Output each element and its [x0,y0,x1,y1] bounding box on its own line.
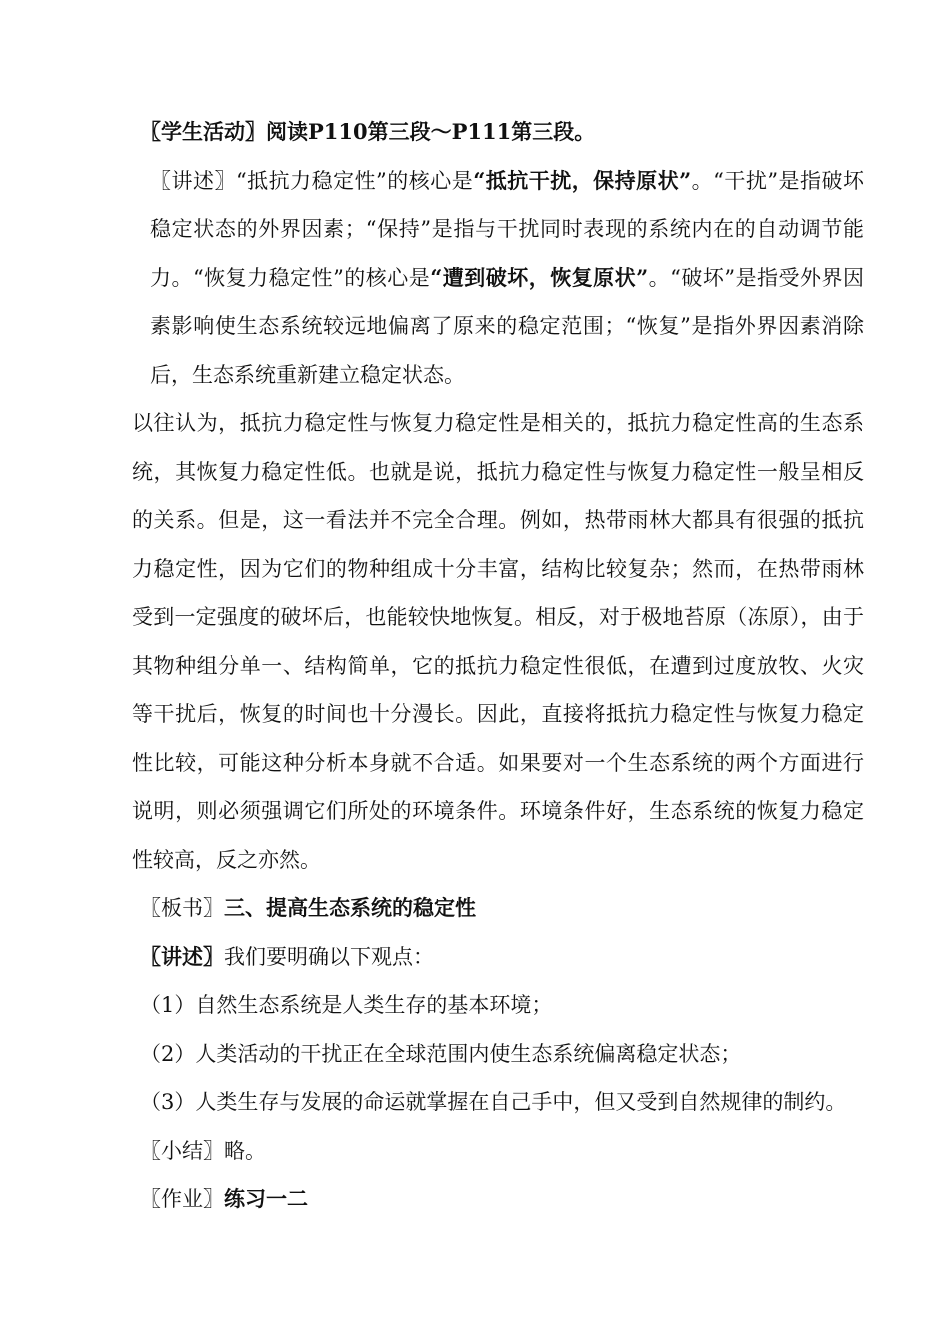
explain-text-2: 。“干扰”是指破坏稳定状态的外界因素；“保持”是指与干扰同时表现的系统内在的自动调节能力。“恢复力稳定性”的核心是 [150,168,864,290]
explain2-tag: 〖讲述〗 [140,943,224,969]
explain-line-2 [88,933,864,982]
point-item: （1）自然生态系统是人类生存的基本环境； [140,993,553,1017]
explain2-text: 我们要明确以下观点： [224,944,434,969]
explain-bold-1: “抵抗干扰，保持原状” [473,167,692,193]
board-heading: 三、提高生态系统的稳定性 [224,895,476,920]
explain-text-1: “抵抗力稳定性”的核心是 [235,168,474,193]
document-page [88,108,864,1224]
summary-tag: 〖小结〗 [140,1138,224,1163]
explain-text-3: 。“破坏”是指受外界因素影响使生态系统较远地偏离了原来的稳定范围；“恢复”是指外界因素消除后，生态系统重新建立稳定状态。 [150,265,864,387]
point-item: （2）人类活动的干扰正在全球范围内使生态系统偏离稳定状态； [140,1041,742,1066]
homework-tag: 〖作业〗 [140,1187,224,1211]
explain-tag: 〖讲述〗 [150,168,236,193]
homework-text: 练习一二 [224,1186,308,1211]
discussion-paragraph: 以往认为，抵抗力稳定性与恢复力稳定性是相关的，抵抗力稳定性高的生态系统，其恢复力稳定性低。也就是说，抵抗力稳定性与恢复力稳定性一般呈相反的关系。但是，这一看法并不完全合理。例如，热带雨林大都具有很强的抵抗力稳定性，因为它们的物种组成十分丰富，结构比较复杂；然而，在热带雨林受到一定强度的破坏后，也能较快地恢复。相反，对于极地苔原（冻原），由于其物种组分单一、结构简单，它的抵抗力稳定性很低，在遭到过度放牧、火灾等干扰后，恢复的时间也十分漫长。因此，直接将抵抗力稳定性与恢复力稳定性比较，可能这种分析本身就不合适。如果要对一个生态系统的两个方面进行说明，则必须强调它们所处的环境条件。环境条件好，生态系统的恢复力稳定性较高，反之亦然。 [132,411,864,872]
board-line [88,884,864,933]
board-tag: 〖板书〗 [140,896,224,920]
summary-text: 略。 [224,1138,266,1163]
homework-line [88,1175,864,1224]
summary-line [88,1127,864,1176]
explanation-paragraph-1 [88,157,864,400]
point-item: （3）人类生存与发展的命运就掌握在自己手中，但又受到自然规律的制约。 [140,1090,847,1114]
explain-bold-2: “遭到破坏，恢复原状” [430,264,649,290]
student-activity-line [88,108,864,157]
student-activity-text: 阅读P110第三段～P111第三段。 [266,119,596,144]
student-activity-tag: 〖学生活动〗 [140,119,266,144]
